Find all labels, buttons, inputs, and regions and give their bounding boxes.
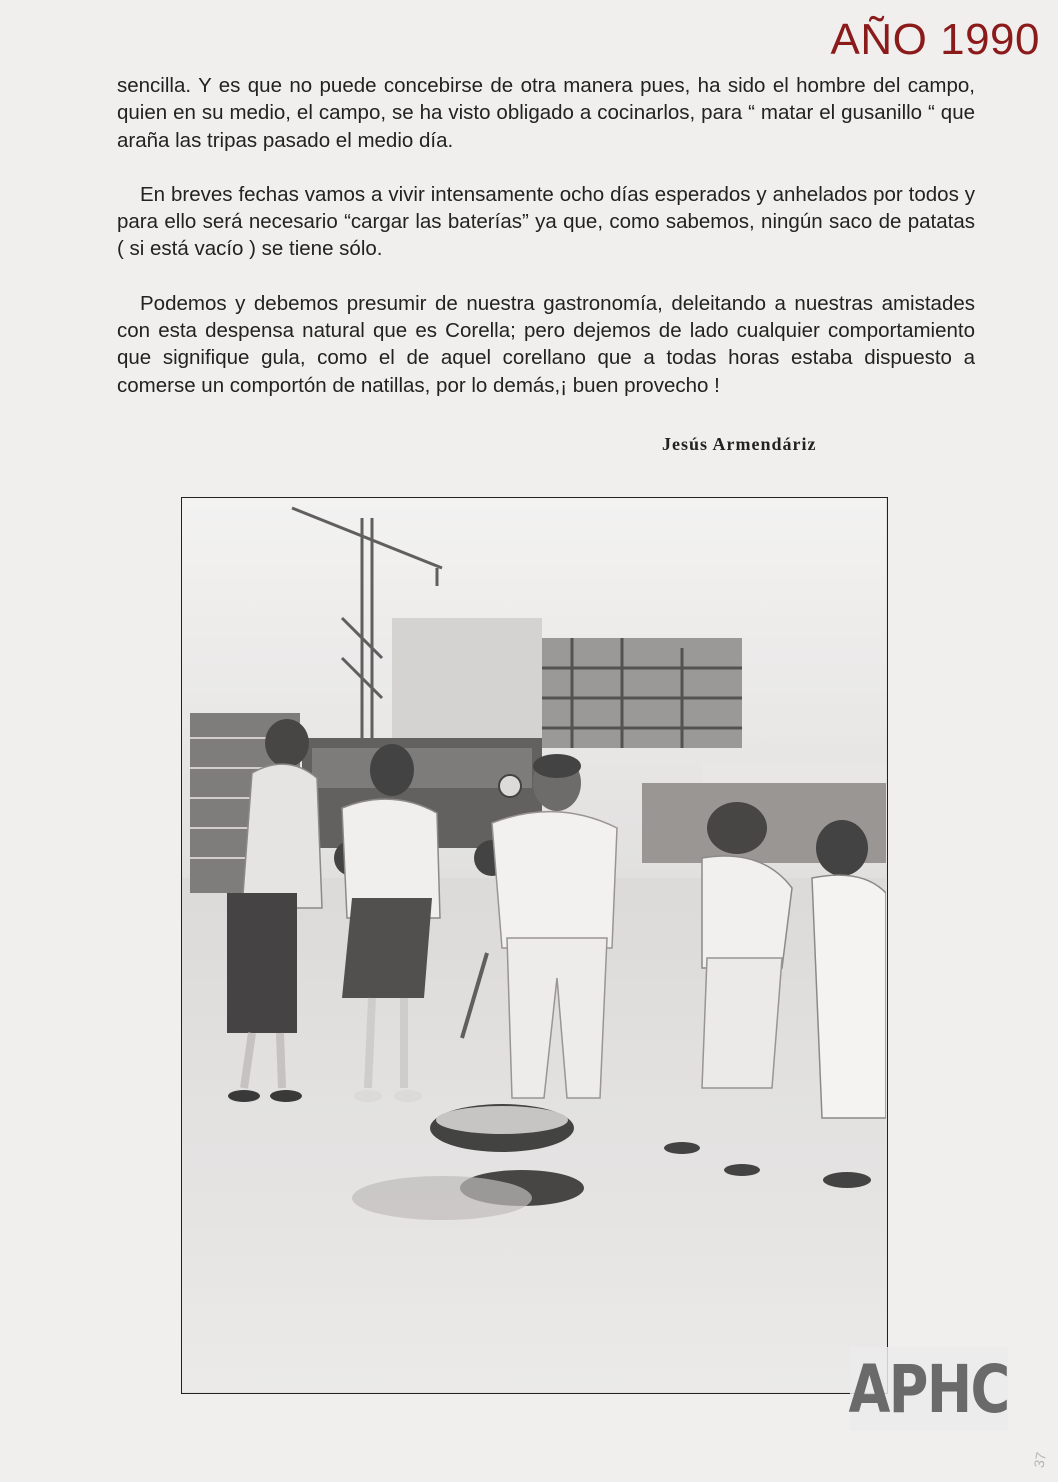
page-number: 37 [1030, 1450, 1050, 1470]
paragraph-2: En breves fechas vamos a vivir intensamente ocho días esperados y anhelados por todos y para ello será necesario “cargar las baterías” ya que, como sabemos, ningún saco de patatas ( si está vacío ) se tiene sólo. [117, 182, 975, 261]
article-body [117, 72, 975, 426]
author-signature: Jesús Armendáriz [662, 434, 817, 454]
year-label: AÑO 1990 [830, 15, 1040, 64]
photo-illustration [182, 498, 886, 1392]
aphc-watermark [850, 1347, 1008, 1431]
paragraph-1: sencilla. Y es que no puede concebirse de otra manera pues, ha sido el hombre del campo, quien en su medio, el campo, se ha visto obligado a cocinarlos, para “ matar el gusanillo “ que araña las tripas pasado el medio día. [117, 74, 975, 152]
watermark-text: APHC [848, 1350, 1010, 1428]
paragraph-3: Podemos y debemos presumir de nuestra gastronomía, deleitando a nuestras amistades con esta despensa natural que es Corella; pero dejemos de lado cualquier comportamiento que signifique gula, como el de aquel corellano que a todas horas estaba dispuesto a comerse un comportón de natillas, por lo demás,¡ buen provecho ! [117, 291, 975, 397]
archival-photograph [181, 497, 888, 1394]
